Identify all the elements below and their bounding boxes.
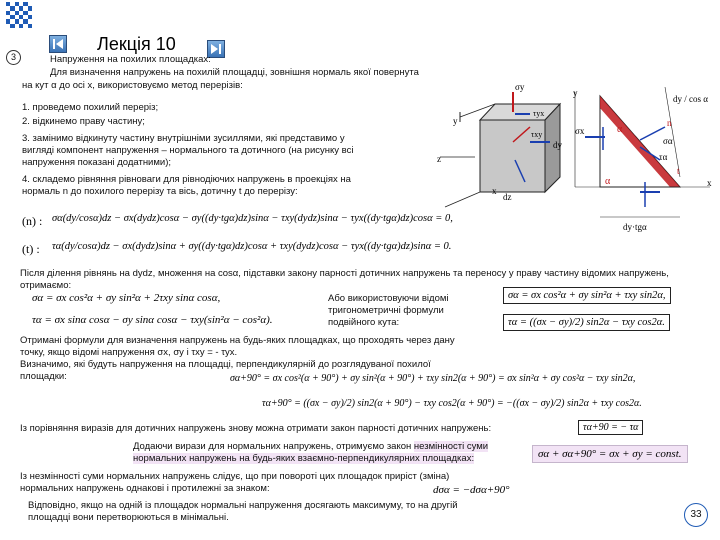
double-angle-eq-1: σα = σx cos²α + σy sin²α + τxy sin2α, [503, 287, 671, 304]
x-axis-label-left: x [492, 186, 497, 196]
lecture-logo [6, 2, 32, 28]
sum-note-text: Додаючи вирази для нормальних напружень, отримуємо закон [133, 441, 414, 452]
alpha-label-top: α [617, 124, 623, 135]
t-axis-label: t [677, 166, 680, 176]
final-note: Відповідно, якщо на одній із площадок нормальні напруження досягають максимуму, то на другій площадці вони перетворюються в мінімальні. [28, 500, 458, 523]
step-3: 3. замінимо відкинуту частину внутрішніми зусиллями, які представимо у вигляді компонент напруження – нормального та дотичного (на рисунку всі напруження показані додатними); [22, 133, 354, 168]
logo-cell [28, 24, 32, 28]
sigma-y-label: σy [515, 82, 525, 92]
parity-eq: τα+90 = − τα [578, 420, 643, 435]
stress-element-diagram [435, 82, 720, 244]
intro-line-1: Для визначення напружень на похилій площадці, зовнішня нормаль якої повернута [50, 67, 419, 78]
y-axis-label-right: y [573, 88, 578, 98]
dy-cos-label: dy / cos α [673, 94, 708, 104]
prev-slide-button[interactable] [49, 35, 67, 53]
perp-eq-2: τα+90° = ((σx − σy)/2) sin2(α + 90°) − τxy cos2(α + 90°) = −((σx − σy)/2) sin2α + τxy cos2α. [262, 398, 642, 409]
obtained-text: Отримані формули для визначення напружень на будь-яких площадках, що проходять через дану точку, якщо відомі напруження σx, σy і τxy = - τyx. [20, 335, 455, 358]
eq-n: σα(dy/cosα)dz − σx(dydz)cosα − σy((dy·tgα)dz)sinα − τxy(dydz)sinα − τyx((dy·tgα)dz)cosα = 0, [52, 213, 453, 224]
n-axis-label: n [667, 118, 672, 128]
increment-eq: dσα = −dσα+90° [433, 484, 510, 496]
tau-yx-label: τyx [533, 109, 545, 118]
eq-t: τα(dy/cosα)dz − σx(dydz)sinα + σy((dy·tgα)dz)cosα + τxy(dydz)cosα − τyx((dy·tgα)dz)sinα = 0. [52, 241, 452, 252]
perp-eq-1: σα+90° = σx cos²(α + 90°) + σy sin²(α + 90°) + τxy sin2(α + 90°) = σx sin²α + σy cos²α − τxy sin2α, [230, 373, 636, 384]
intro-line-2: на кут α до осі x, використовуємо метод перерізів: [22, 80, 243, 91]
alpha-label-bottom: α [605, 176, 611, 187]
tau-alpha-label: τα [659, 152, 668, 162]
result-eq-2: τα = σx sinα cosα − σy sinα cosα − τxy(sin²α − cos²α). [32, 314, 273, 326]
result-eq-1: σα = σx cos²α + σy sin²α + 2τxy sinα cosα, [32, 292, 221, 304]
trig-note: Або використовуючи відомі тригонометричні формули подвійного кута: [328, 293, 449, 328]
step-1: 1. проведемо похилий переріз; [22, 102, 159, 113]
slide-number: 3 [10, 52, 16, 62]
page-number: 33 [690, 509, 702, 520]
tau-xy-label: τxy [531, 130, 543, 139]
topic-heading: Напруження на похилих площадках: [50, 54, 211, 65]
skip-back-icon [50, 36, 66, 52]
dz-label: dz [503, 192, 512, 202]
perpendicular-note: Визначимо, які будуть напруження на площадці, перпендикулярній до розглядуваної похилої площадки: [20, 359, 431, 382]
step-2: 2. відкинемо праву частину; [22, 116, 145, 127]
z-axis-label-left: z [437, 154, 441, 164]
dy-tg-label: dy·tgα [623, 222, 647, 232]
sum-note-highlight: незмінності суми нормальних напружень на будь-яких взаємно-перпендикулярних площадках: [133, 441, 489, 464]
lecture-title: Лекція 10 [97, 34, 176, 54]
dy-label: dy [553, 140, 562, 150]
x-axis-label-right: x [707, 178, 712, 188]
sum-eq: σα + σα+90° = σx + σy = const. [532, 445, 688, 463]
eq-n-label: (n) : [22, 214, 43, 228]
sigma-alpha-label: σα [663, 136, 673, 146]
sum-note [133, 441, 523, 465]
double-angle-eq-2: τα = ((σx − σy)/2) sin2α − τxy cos2α. [503, 314, 670, 331]
invariance-note: Із незмінності суми нормальних напружень слідує, що при повороті цих площадок приріст (зміна) нормальних напружень однакові і протилежні за знаком: [20, 471, 450, 494]
step-4: 4. складемо рівняння рівноваги для рівнодіючих напружень в проекціях на нормаль n до похилого перерізу та вісь, дотичну t до перерізу: [22, 174, 351, 197]
compare-note: Із порівняння виразів для дотичних напружень знову можна отримати закон парності дотичних напружень: [20, 423, 492, 434]
after-division-text: Після ділення рівнянь на dydz, множення на cosα, підставки закону парності дотичних напружень та переносу у праву частину відомих напружень, отримаємо: [20, 268, 669, 291]
page-number-badge [684, 503, 708, 527]
sigma-x-label: σx [575, 126, 585, 136]
eq-t-label: (t) : [22, 242, 40, 256]
y-axis-label-left: y [453, 116, 458, 126]
slide-number-badge [6, 50, 21, 65]
